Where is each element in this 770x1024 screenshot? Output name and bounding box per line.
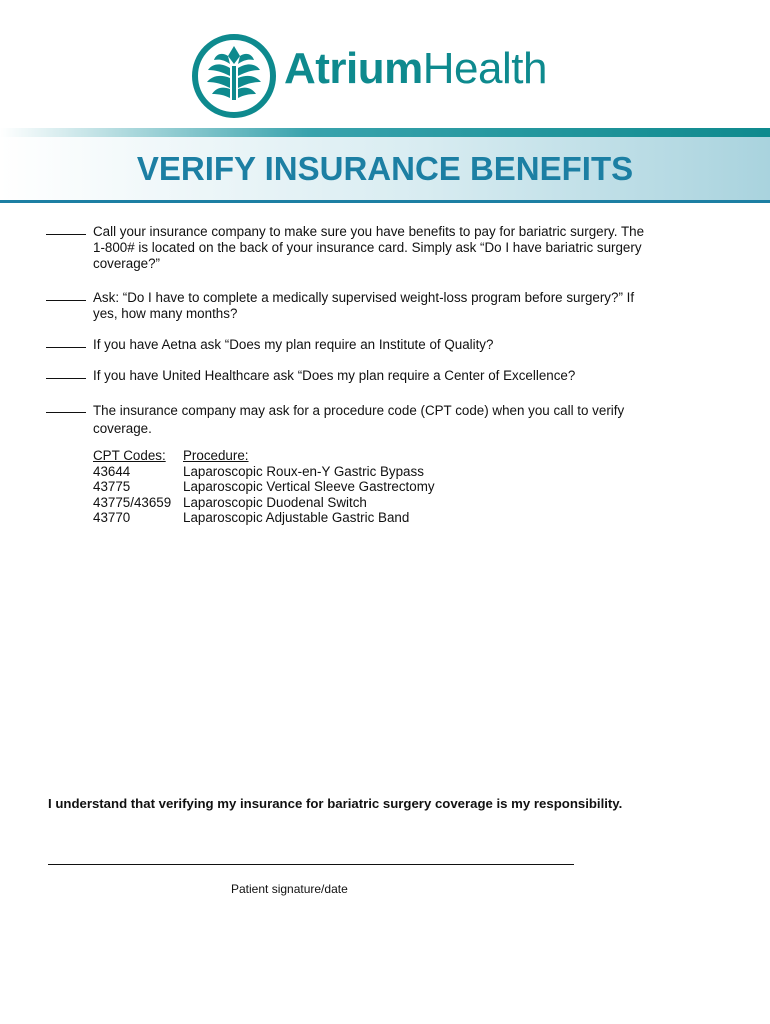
code-cell: 43770: [93, 510, 131, 525]
page-title: VERIFY INSURANCE BENEFITS: [136, 150, 634, 187]
checkbox-line[interactable]: [46, 402, 86, 413]
procedure-cell: Laparoscopic Vertical Sleeve Gastrectomy: [183, 479, 435, 494]
item-line: The insurance company may ask for a procedure code (CPT code) when you call to verify: [93, 403, 625, 418]
code-header: CPT Codes:: [93, 448, 166, 463]
code-cell: 43644: [93, 463, 131, 479]
checklist-item-benefits: [46, 224, 686, 272]
signature-line[interactable]: [48, 864, 574, 865]
code-cell: 43775/43659: [93, 494, 172, 510]
code-cell: 43775: [93, 479, 131, 494]
item-line: coverage?”: [93, 256, 160, 271]
checklist-item-aetna: [46, 337, 686, 353]
logo-wordmark: [284, 44, 547, 94]
atrium-health-logo: [192, 34, 592, 118]
tree-emblem-icon: [192, 34, 276, 118]
signature-label: Patient signature/date: [231, 882, 348, 896]
checklist-item-cpt: [46, 402, 686, 438]
item-line: If you have Aetna ask “Does my plan require an Institute of Quality?: [93, 337, 494, 352]
procedure-column: [183, 448, 483, 526]
item-line: 1-800# is located on the back of your insurance card. Simply ask “Do I have bariatric surgery: [93, 240, 642, 255]
item-line: If you have United Healthcare ask “Does my plan require a Center of Excellence?: [93, 368, 576, 383]
checkbox-line[interactable]: [46, 290, 86, 301]
checkbox-line[interactable]: [46, 337, 86, 348]
procedure-cell: Laparoscopic Roux-en-Y Gastric Bypass: [183, 463, 424, 479]
procedure-cell: Laparoscopic Duodenal Switch: [183, 494, 367, 510]
checkbox-line[interactable]: [46, 224, 86, 235]
procedure-cell: Laparoscopic Adjustable Gastric Band: [183, 510, 410, 525]
logo-word-atrium: Atrium: [284, 44, 423, 93]
checklist-item-weight-loss: [46, 290, 686, 322]
item-line: yes, how many months?: [93, 306, 238, 321]
checklist-item-united: [46, 368, 686, 384]
procedure-header: Procedure:: [183, 448, 249, 463]
checkbox-line[interactable]: [46, 368, 86, 379]
responsibility-statement: I understand that verifying my insurance for bariatric surgery coverage is my responsibility.: [48, 796, 623, 811]
item-line: Call your insurance company to make sure you have benefits to pay for bariatric surgery. The: [93, 224, 645, 239]
logo-word-health: Health: [422, 44, 547, 93]
item-line: Ask: “Do I have to complete a medically supervised weight-loss program before surgery?” If: [93, 290, 635, 305]
code-column: [93, 448, 183, 526]
item-line: coverage.: [93, 421, 152, 436]
